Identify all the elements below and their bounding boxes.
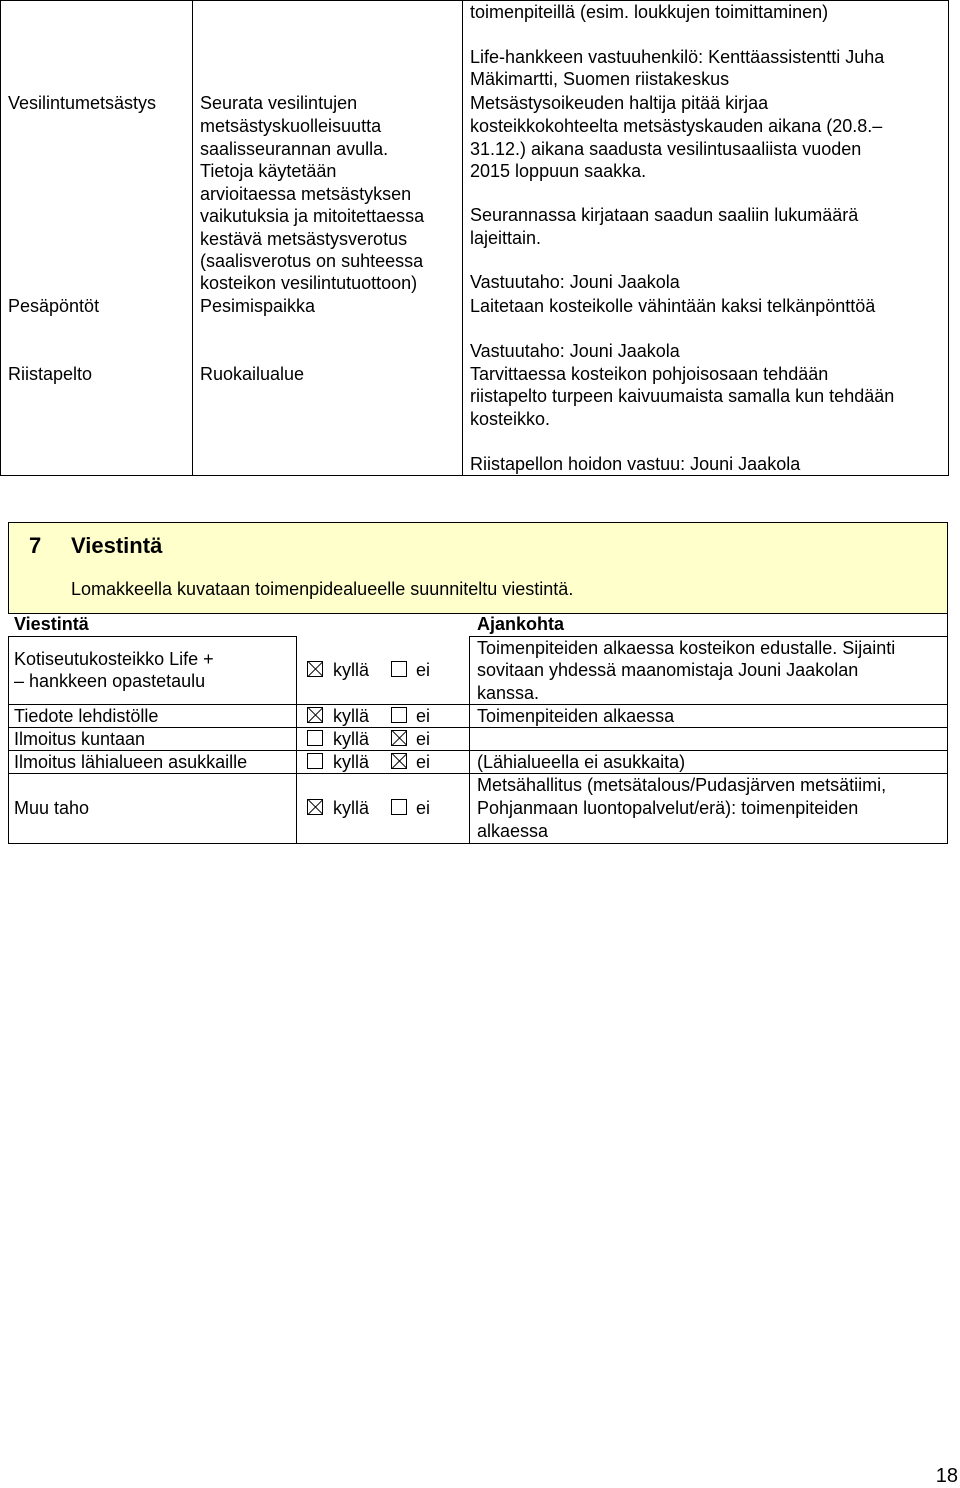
- table-cell-text: (saalisverotus on suhteessa: [200, 251, 424, 271]
- timing-text: Metsähallitus (metsätalous/Pudasjärven metsätiimi,: [477, 775, 887, 795]
- table-column-divider-1: [192, 0, 193, 476]
- timing-text: Toimenpiteiden alkaessa: [477, 706, 675, 726]
- table-cell-text: Mäkimartti, Suomen riistakeskus: [470, 69, 730, 89]
- table-cell-text: kosteikko.: [470, 409, 551, 429]
- no-checkbox[interactable]: [391, 661, 407, 677]
- table-cell-text: Ruokailualue: [200, 364, 305, 384]
- column-divider: [8, 636, 9, 844]
- timing-text: sovitaan yhdessä maanomistaja Jouni Jaakolan: [477, 660, 859, 680]
- table-cell-text: Riistapellon hoidon vastuu: Jouni Jaakola: [470, 454, 801, 474]
- section-number: 7: [29, 533, 42, 558]
- column-header-ajankohta: Ajankohta: [477, 614, 565, 634]
- timing-text: (Lähialueella ei asukkaita): [477, 752, 686, 772]
- no-checkbox-checked[interactable]: [391, 730, 407, 746]
- row-name: Ilmoitus kuntaan: [14, 729, 146, 749]
- table-cell-text: kosteikkokohteelta metsästyskauden aikana (20.8.–: [470, 116, 883, 136]
- yes-checkbox-checked[interactable]: [307, 707, 323, 723]
- timing-text: Pohjanmaan luontopalvelut/erä): toimenpiteiden: [477, 798, 859, 818]
- yes-label: kyllä: [333, 752, 370, 772]
- yes-label: kyllä: [333, 729, 370, 749]
- table-cell-text: Seurannassa kirjataan saadun saaliin lukumäärä: [470, 205, 859, 225]
- section-heading-box: [8, 522, 948, 567]
- yes-label: kyllä: [333, 660, 370, 680]
- yes-label: kyllä: [333, 798, 370, 818]
- section-title: Viestintä: [71, 533, 163, 558]
- yes-checkbox[interactable]: [307, 730, 323, 746]
- no-label: ei: [416, 660, 431, 680]
- table-cell-text: toimenpiteillä (esim. loukkujen toimittaminen): [470, 2, 829, 22]
- row-label-vesilintumetsastys: Vesilintumetsästys: [8, 93, 157, 113]
- table-cell-text: Tietoja käytetään: [200, 161, 337, 181]
- table-cell-text: Tarvittaessa kosteikon pohjoisosaan tehdään: [470, 364, 829, 384]
- yes-label: kyllä: [333, 706, 370, 726]
- table-cell-text: arvioitaessa metsästyksen: [200, 184, 412, 204]
- row-divider: [8, 843, 948, 844]
- table-cell-text: Seurata vesilintujen: [200, 93, 358, 113]
- table-cell-text: vaikutuksia ja mitoitettaessa: [200, 206, 425, 226]
- yes-checkbox[interactable]: [307, 753, 323, 769]
- page-number: 18: [935, 1465, 958, 1487]
- table-cell-text: 2015 loppuun saakka.: [470, 161, 647, 181]
- table-cell-text: kestävä metsästysverotus: [200, 229, 408, 249]
- table-cell-text: Laitetaan kosteikolle vähintään kaksi telkänpönttöä: [470, 296, 876, 316]
- row-name: – hankkeen opastetaulu: [14, 671, 206, 691]
- table-border-right: [948, 0, 949, 476]
- no-label: ei: [416, 752, 431, 772]
- table-cell-text: riistapelto turpeen kaivuumaista samalla kun tehdään: [470, 386, 895, 406]
- column-divider: [947, 614, 948, 844]
- table-cell-text: Pesimispaikka: [200, 296, 316, 316]
- table-cell-text: lajeittain.: [470, 228, 542, 248]
- timing-text: Toimenpiteiden alkaessa kosteikon edustalle. Sijainti: [477, 638, 896, 658]
- table-cell-text: Vastuutaho: Jouni Jaakola: [470, 272, 680, 292]
- row-name: Ilmoitus lähialueen asukkaille: [14, 752, 248, 772]
- row-label-riistapelto: Riistapelto: [8, 364, 93, 384]
- section-description: Lomakkeella kuvataan toimenpidealueelle suunniteltu viestintä.: [71, 579, 574, 599]
- timing-text: alkaessa: [477, 821, 549, 841]
- row-name: Tiedote lehdistölle: [14, 706, 159, 726]
- no-checkbox-checked[interactable]: [391, 753, 407, 769]
- yes-checkbox-checked[interactable]: [307, 661, 323, 677]
- table-cell-text: Life-hankkeen vastuuhenkilö: Kenttäassistentti Juha: [470, 47, 885, 67]
- no-label: ei: [416, 729, 431, 749]
- row-name: Muu taho: [14, 798, 90, 818]
- table-cell-text: Vastuutaho: Jouni Jaakola: [470, 341, 680, 361]
- row-name: Kotiseutukosteikko Life +: [14, 649, 214, 669]
- no-label: ei: [416, 706, 431, 726]
- table-cell-text: kosteikon vesilintutuottoon): [200, 273, 418, 293]
- timing-text: kanssa.: [477, 683, 540, 703]
- no-checkbox[interactable]: [391, 707, 407, 723]
- no-label: ei: [416, 798, 431, 818]
- row-divider: [8, 636, 297, 637]
- table-border-left: [0, 0, 1, 476]
- table-column-divider-2: [462, 0, 463, 476]
- table-cell-text: Metsästysoikeuden haltija pitää kirjaa: [470, 93, 769, 113]
- table-cell-text: 31.12.) aikana saadusta vesilintusaaliista vuoden: [470, 139, 862, 159]
- row-label-pesapontot: Pesäpöntöt: [8, 296, 100, 316]
- table-cell-text: saalisseurannan avulla.: [200, 139, 389, 159]
- yes-checkbox-checked[interactable]: [307, 799, 323, 815]
- section-description-box: [8, 566, 948, 614]
- column-divider: [469, 636, 470, 844]
- column-divider: [296, 636, 297, 844]
- column-header-viestinta: Viestintä: [14, 614, 89, 634]
- no-checkbox[interactable]: [391, 799, 407, 815]
- table-cell-text: metsästyskuolleisuutta: [200, 116, 382, 136]
